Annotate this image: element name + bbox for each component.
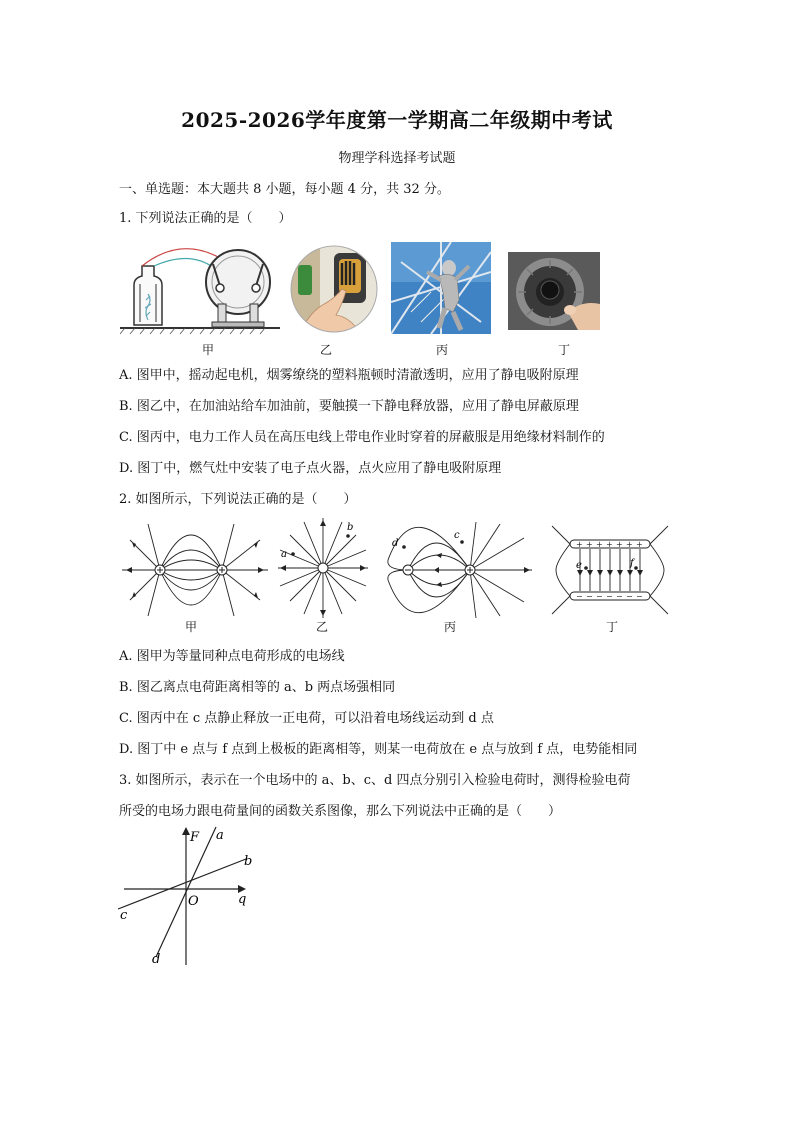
q3-fq-graph: [116, 825, 266, 970]
q1-figure-ding: [508, 252, 600, 330]
q2-option-a: A. 图甲为等量同种点电荷形成的电场线: [119, 649, 345, 664]
q2-caption-bing: 丙: [443, 620, 456, 634]
page-title: 2025-2026学年度第一学期高二年级期中考试: [181, 108, 613, 132]
q2-caption-yi: 乙: [315, 620, 328, 634]
svg-text:−: −: [586, 592, 593, 601]
q1-caption-bing: 丙: [435, 343, 448, 357]
q1-option-b: B. 图乙中，在加油站给车加油前，要触摸一下静电释放器，应用了静电屏蔽原理: [119, 399, 579, 414]
q2-figure-ding: [550, 522, 670, 618]
q3-line-a-label: a: [216, 828, 224, 843]
q2-figure-bing: [384, 520, 534, 620]
q1-option-c: C. 图丙中，电力工作人员在高压电线上带电作业时穿着的屏蔽服是用绝缘材料制作的: [119, 430, 605, 445]
q2-figure-yi: [276, 516, 370, 620]
svg-text:+: +: [636, 540, 643, 549]
svg-text:−: −: [576, 592, 583, 601]
svg-text:+: +: [606, 540, 613, 549]
q2-option-d: D. 图丁中 e 点与 f 点到上极板的距离相等，则某一电荷放在 e 点与放到 f 点，电势能相同: [119, 742, 638, 757]
q2-label-f: f: [630, 558, 634, 569]
q3-stem-line1: 3. 如图所示，表示在一个电场中的 a、b、c、d 四点分别引入检验电荷时，测得检验电荷: [119, 773, 631, 788]
q3-origin-label: O: [188, 894, 199, 909]
q1-caption-yi: 乙: [319, 343, 332, 357]
svg-text:+: +: [576, 540, 583, 549]
svg-text:−: −: [636, 592, 643, 601]
q3-stem-line2: 所受的电场力跟电荷量间的函数关系图像，那么下列说法中正确的是（ ）: [119, 804, 562, 819]
q1-figure-yi: [290, 245, 378, 333]
q3-line-d-label: d: [152, 952, 161, 967]
q1-caption-jia: 甲: [201, 343, 214, 357]
q2-option-c: C. 图丙中在 c 点静止释放一正电荷，可以沿着电场线运动到 d 点: [119, 711, 494, 726]
q1-option-a: A. 图甲中，摇动起电机，烟雾缭绕的塑料瓶顿时清澈透明，应用了静电吸附原理: [119, 368, 579, 383]
q3-line-c-label: c: [120, 908, 128, 923]
q2-stem: 2. 如图所示，下列说法正确的是（ ）: [119, 492, 357, 507]
q1-stem: 1. 下列说法正确的是（ ）: [119, 211, 292, 226]
q2-figure-jia: [120, 520, 270, 620]
svg-text:+: +: [586, 540, 593, 549]
q3-q-label: q: [238, 892, 247, 907]
q1-caption-ding: 丁: [557, 343, 570, 357]
q2-label-a: a: [281, 549, 287, 560]
svg-text:+: +: [626, 540, 633, 549]
q1-figure-jia: [120, 240, 280, 335]
q3-line-b-label: b: [244, 854, 253, 869]
svg-text:+: +: [616, 540, 623, 549]
q1-figure-bing: [391, 242, 491, 334]
q2-label-d: d: [392, 538, 399, 549]
q2-caption-jia: 甲: [184, 620, 197, 634]
q3-f-label: F: [190, 830, 200, 845]
svg-text:−: −: [616, 592, 623, 601]
q2-label-e: e: [576, 560, 582, 571]
q1-option-d: D. 图丁中，燃气灶中安装了电子点火器，点火应用了静电吸附原理: [119, 461, 502, 476]
q2-caption-ding: 丁: [605, 620, 618, 634]
svg-text:−: −: [606, 592, 613, 601]
svg-text:+: +: [596, 540, 603, 549]
q2-label-c: c: [454, 530, 460, 541]
q2-option-b: B. 图乙离点电荷距离相等的 a、b 两点场强相同: [119, 680, 396, 695]
section-heading: 一、单选题：本大题共 8 小题，每小题 4 分，共 32 分。: [119, 182, 450, 197]
svg-text:−: −: [596, 592, 603, 601]
page-subtitle: 物理学科选择考试题: [338, 151, 456, 166]
svg-text:−: −: [626, 592, 633, 601]
q2-label-b: b: [347, 522, 354, 533]
